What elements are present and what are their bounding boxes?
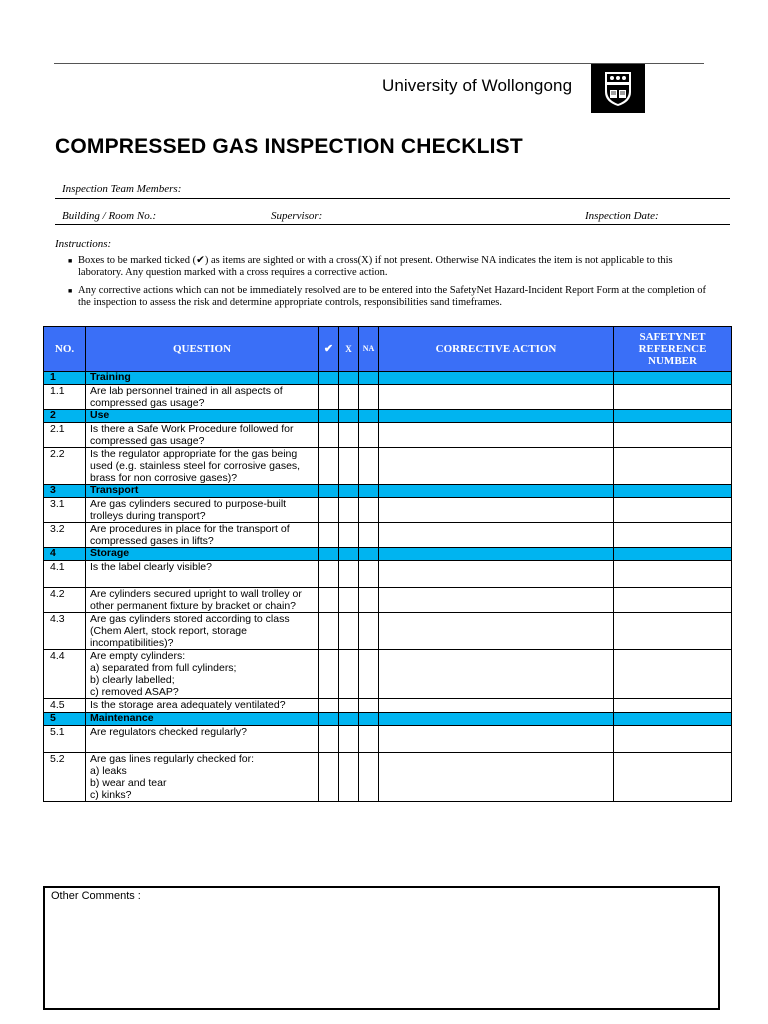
safetynet-reference-cell[interactable] [614, 588, 732, 613]
cross-box[interactable] [339, 448, 359, 485]
column-header-safetynet: SAFETYNET REFERENCE NUMBER [614, 327, 732, 372]
table-row [44, 561, 732, 588]
na-box [359, 372, 379, 385]
cross-box[interactable] [339, 498, 359, 523]
na-box[interactable] [359, 650, 379, 699]
row-number: 5.1 [44, 726, 86, 753]
row-number: 2.2 [44, 448, 86, 485]
corrective-action-cell[interactable] [379, 726, 614, 753]
table-row [44, 753, 732, 802]
table-row [44, 588, 732, 613]
row-number: 1.1 [44, 385, 86, 410]
table-row [44, 613, 732, 650]
corrective-action-cell[interactable] [379, 753, 614, 802]
question-text: Are gas cylinders secured to purpose-built trolleys during transport? [86, 498, 319, 523]
section-title: Training [86, 372, 319, 385]
corrective-action-cell[interactable] [379, 561, 614, 588]
cross-box [339, 410, 359, 423]
row-number: 4.2 [44, 588, 86, 613]
na-box[interactable] [359, 423, 379, 448]
table-row [44, 423, 732, 448]
question-text: Are procedures in place for the transport of compressed gases in lifts? [86, 523, 319, 548]
na-box [359, 410, 379, 423]
question-text: Is the label clearly visible? [86, 561, 319, 588]
section-title: Use [86, 410, 319, 423]
tick-box[interactable] [319, 753, 339, 802]
section-row [44, 713, 732, 726]
table-row [44, 650, 732, 699]
table-row [44, 498, 732, 523]
inspection-date-label: Inspection Date: [585, 210, 659, 222]
na-box[interactable] [359, 613, 379, 650]
question-text: Is the regulator appropriate for the gas being used (e.g. stainless steel for corrosive gases, brass for non corrosive gases)? [86, 448, 319, 485]
safetynet-reference-cell[interactable] [614, 726, 732, 753]
row-number: 3.2 [44, 523, 86, 548]
row-number: 4.1 [44, 561, 86, 588]
tick-box[interactable] [319, 385, 339, 410]
column-header-tick: ✔ [319, 327, 339, 372]
tick-box[interactable] [319, 650, 339, 699]
row-number: 5.2 [44, 753, 86, 802]
cross-box[interactable] [339, 650, 359, 699]
other-comments-label: Other Comments : [51, 890, 141, 902]
cross-box[interactable] [339, 423, 359, 448]
na-box [359, 485, 379, 498]
row-number: 3 [44, 485, 86, 498]
safetynet-reference-cell[interactable] [614, 523, 732, 548]
table-row [44, 523, 732, 548]
checklist-table [43, 326, 732, 802]
safetynet-reference-cell[interactable] [614, 650, 732, 699]
table-row [44, 699, 732, 713]
tick-box[interactable] [319, 523, 339, 548]
safetynet-reference-cell [614, 713, 732, 726]
na-box[interactable] [359, 523, 379, 548]
column-header-na: NA [359, 327, 379, 372]
cross-box[interactable] [339, 699, 359, 713]
corrective-action-cell[interactable] [379, 699, 614, 713]
other-comments-box[interactable] [43, 886, 720, 1010]
tick-box[interactable] [319, 561, 339, 588]
safetynet-reference-cell [614, 548, 732, 561]
corrective-action-cell[interactable] [379, 498, 614, 523]
instructions-heading: Instructions: [55, 238, 112, 250]
row-number: 4 [44, 548, 86, 561]
building-supervisor-date-line[interactable] [55, 224, 730, 225]
cross-box [339, 548, 359, 561]
cross-box[interactable] [339, 588, 359, 613]
corrective-action-cell[interactable] [379, 523, 614, 548]
tick-box [319, 713, 339, 726]
cross-box[interactable] [339, 753, 359, 802]
safetynet-reference-cell[interactable] [614, 561, 732, 588]
crest-icon [591, 64, 645, 113]
row-number: 4.3 [44, 613, 86, 650]
question-text: Are empty cylinders: a) separated from full cylinders; b) clearly labelled; c) removed ASAP? [86, 650, 319, 699]
corrective-action-cell[interactable] [379, 588, 614, 613]
section-row [44, 372, 732, 385]
supervisor-label: Supervisor: [271, 210, 323, 222]
tick-box[interactable] [319, 588, 339, 613]
corrective-action-cell [379, 485, 614, 498]
building-room-label: Building / Room No.: [62, 210, 157, 222]
tick-box[interactable] [319, 423, 339, 448]
section-row [44, 485, 732, 498]
na-box[interactable] [359, 699, 379, 713]
table-row [44, 726, 732, 753]
column-header-question: QUESTION [86, 327, 319, 372]
question-text: Is the storage area adequately ventilated? [86, 699, 319, 713]
safetynet-reference-cell[interactable] [614, 699, 732, 713]
table-row [44, 448, 732, 485]
question-text: Is there a Safe Work Procedure followed for compressed gas usage? [86, 423, 319, 448]
tick-box[interactable] [319, 699, 339, 713]
corrective-action-cell [379, 713, 614, 726]
corrective-action-cell [379, 548, 614, 561]
cross-box[interactable] [339, 726, 359, 753]
column-header-no: NO. [44, 327, 86, 372]
safetynet-reference-cell[interactable] [614, 498, 732, 523]
safetynet-reference-cell[interactable] [614, 448, 732, 485]
tick-box[interactable] [319, 726, 339, 753]
row-number: 4.5 [44, 699, 86, 713]
na-box[interactable] [359, 498, 379, 523]
safetynet-reference-cell[interactable] [614, 613, 732, 650]
page-title: COMPRESSED GAS INSPECTION CHECKLIST [55, 135, 523, 158]
section-title: Storage [86, 548, 319, 561]
corrective-action-cell [379, 372, 614, 385]
team-members-line[interactable] [55, 198, 730, 199]
corrective-action-cell[interactable] [379, 423, 614, 448]
table-row [44, 385, 732, 410]
na-box[interactable] [359, 753, 379, 802]
cross-box [339, 485, 359, 498]
safetynet-reference-cell[interactable] [614, 385, 732, 410]
tick-box [319, 485, 339, 498]
bullet-icon: ■ [68, 287, 73, 295]
question-text: Are lab personnel trained in all aspects of compressed gas usage? [86, 385, 319, 410]
cross-box [339, 713, 359, 726]
na-box[interactable] [359, 561, 379, 588]
safetynet-reference-cell [614, 410, 732, 423]
corrective-action-cell [379, 410, 614, 423]
row-number: 1 [44, 372, 86, 385]
section-row [44, 410, 732, 423]
corrective-action-cell[interactable] [379, 650, 614, 699]
cross-box [339, 372, 359, 385]
row-number: 3.1 [44, 498, 86, 523]
tick-box[interactable] [319, 448, 339, 485]
safetynet-reference-cell[interactable] [614, 753, 732, 802]
question-text: Are gas cylinders stored according to class (Chem Alert, stock report, storage incompatibilities)? [86, 613, 319, 650]
cross-box[interactable] [339, 561, 359, 588]
table-header-row [44, 327, 732, 372]
section-title: Maintenance [86, 713, 319, 726]
na-box[interactable] [359, 448, 379, 485]
column-header-cross: X [339, 327, 359, 372]
tick-box[interactable] [319, 498, 339, 523]
corrective-action-cell[interactable] [379, 448, 614, 485]
column-header-corrective-action: CORRECTIVE ACTION [379, 327, 614, 372]
na-box[interactable] [359, 385, 379, 410]
safetynet-reference-cell [614, 372, 732, 385]
university-name: University of Wollongong [382, 76, 573, 95]
row-number: 5 [44, 713, 86, 726]
na-box[interactable] [359, 588, 379, 613]
instruction-item: ■ Any corrective actions which can not be immediately resolved are to be entered into the SafetyNet Hazard-Incident Report Form at the completion of the inspection to assess the risk and determine appropriate controls, responsibilities sand timeframes. [68, 285, 707, 308]
question-text: Are regulators checked regularly? [86, 726, 319, 753]
tick-box[interactable] [319, 613, 339, 650]
row-number: 2 [44, 410, 86, 423]
cross-box[interactable] [339, 523, 359, 548]
na-box [359, 548, 379, 561]
tick-box [319, 548, 339, 561]
corrective-action-cell[interactable] [379, 385, 614, 410]
section-row [44, 548, 732, 561]
section-title: Transport [86, 485, 319, 498]
cross-box[interactable] [339, 385, 359, 410]
question-text: Are cylinders secured upright to wall trolley or other permanent fixture by bracket or chain? [86, 588, 319, 613]
question-text: Are gas lines regularly checked for: a) leaks b) wear and tear c) kinks? [86, 753, 319, 802]
safetynet-reference-cell [614, 485, 732, 498]
tick-box [319, 372, 339, 385]
cross-box[interactable] [339, 613, 359, 650]
team-members-label: Inspection Team Members: [62, 183, 182, 195]
instruction-item: ■ Boxes to be marked ticked (✔) as items are sighted or with a cross(X) if not present. Otherwise NA indicates the item is not applicable to this laboratory. Any question marked with a cross requires a corrective action. [68, 255, 673, 278]
row-number: 2.1 [44, 423, 86, 448]
row-number: 4.4 [44, 650, 86, 699]
na-box [359, 713, 379, 726]
corrective-action-cell[interactable] [379, 613, 614, 650]
tick-box [319, 410, 339, 423]
na-box[interactable] [359, 726, 379, 753]
safetynet-reference-cell[interactable] [614, 423, 732, 448]
bullet-icon: ■ [68, 257, 73, 265]
